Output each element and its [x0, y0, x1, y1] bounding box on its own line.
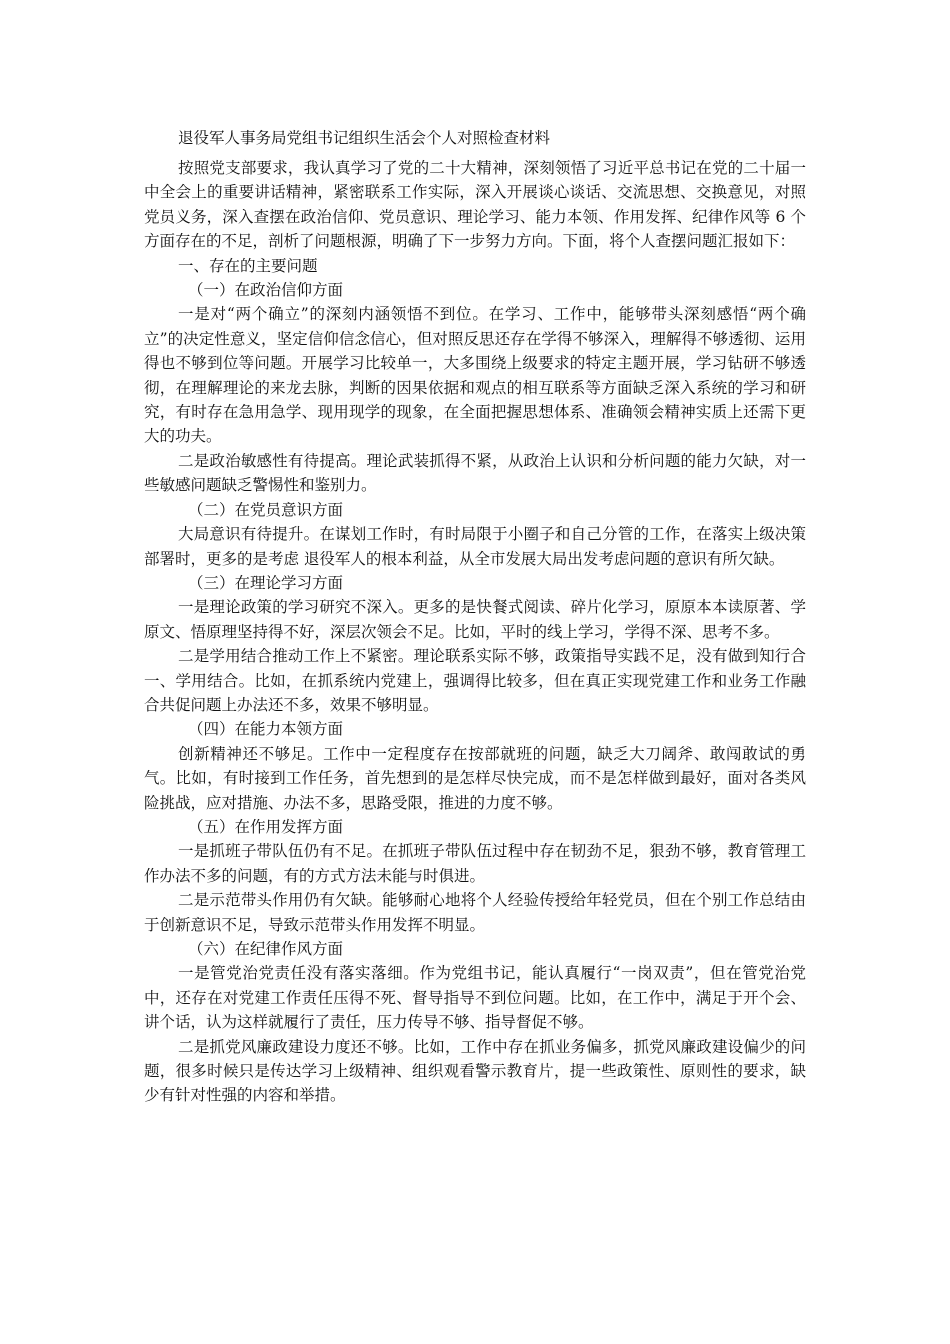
paragraph-political-belief-2: 二是政治敏感性有待提高。理论武装抓得不紧，从政治上认识和分析问题的能力欠缺，对一些敏感问题缺乏警惕性和鉴别力。: [144, 451, 806, 495]
paragraph-theory-study-2: 二是学用结合推动工作上不紧密。理论联系实际不够，政策指导实践不足，没有做到知行合一、学用结合。比如，在抓系统内党建上，强调得比较多，但在真正实现党建工作和业务工作融合共促问题上办法还不多，效果不够明显。: [144, 647, 806, 714]
paragraph-theory-study-1: 一是理论政策的学习研究不深入。更多的是快餐式阅读、碎片化学习，原原本本读原著、学原文、悟原理坚持得不好，深层次领会不足。比如，平时的线上学习，学得不深、思考不多。: [144, 598, 806, 641]
paragraph-party-awareness-1: 大局意识有待提升。在谋划工作时，有时局限于小圈子和自己分管的工作，在落实上级决策部署时，更多的是考虑 退役军人的根本利益，从全市发展大局出发考虑问题的意识有所欠缺。: [144, 525, 806, 568]
paragraph-discipline-2: 二是抓党风廉政建设力度还不够。比如，工作中存在抓业务偏多，抓党风廉政建设偏少的问题，很多时候只是传达学习上级精神、组织观看警示教育片，提一些政策性、原则性的要求，缺少有针对性强的内容和举措。: [144, 1037, 806, 1105]
document-title: 退役军人事务局党组书记组织生活会个人对照检查材料: [178, 129, 551, 147]
subsection-heading-party-awareness: （二）在党员意识方面: [188, 500, 344, 519]
paragraph-role-2: 二是示范带头作用仍有欠缺。能够耐心地将个人经验传授给年轻党员，但在个别工作总结由于创新意识不足，导致示范带头作用发挥不明显。: [144, 891, 806, 934]
subsection-heading-political-belief: （一）在政治信仰方面: [188, 281, 344, 300]
intro-paragraph: 按照党支部要求，我认真学习了党的二十大精神，深刻领悟了习近平总书记在党的二十届一中全会上的重要讲话精神，紧密联系工作实际，深入开展谈心谈话、交流思想、交换意见，对照党员义务，深入查摆在政治信仰、党员意识、理论学习、能力本领、作用发挥、纪律作风等 6 个方面存在的不足，剖析了问题根源，明确了下一步努力方向。下面，将个人查摆问题汇报如下：: [144, 159, 806, 251]
subsection-heading-theory-study: （三）在理论学习方面: [188, 573, 344, 592]
paragraph-ability-1: 创新精神还不够足。工作中一定程度存在按部就班的问题，缺乏大刀阔斧、敢闯敢试的勇气。比如，有时接到工作任务，首先想到的是怎样尽快完成，而不是怎样做到最好，面对各类风险挑战，应对措施、办法不多，思路受限，推进的力度不够。: [144, 744, 806, 812]
paragraph-political-belief-1: 一是对“两个确立”的深刻内涵领悟不到位。在学习、工作中，能够带头深刻感悟“两个确立”的决定性意义，坚定信仰信念信心，但对照反思还存在学得不够深入，理解得不够透彻、运用得也不够到位等问题。开展学习比较单一，大多围绕上级要求的特定主题开展，学习钻研不够透彻，在理解理论的来龙去脉，判断的因果依据和观点的相互联系等方面缺乏深入系统的学习和研究，有时存在急用急学、现用现学的现象，在全面把握思想体系、准确领会精神实质上还需下更大的功夫。: [144, 305, 806, 446]
paragraph-discipline-1: 一是管党治党责任没有落实落细。作为党组书记，能认真履行“一岗双责”，但在管党治党中，还存在对党建工作责任压得不死、督导指导不到位问题。比如，在工作中，满足于开个会、讲个话，认为这样就履行了责任，压力传导不够、指导督促不够。: [144, 964, 806, 1032]
subsection-heading-role: （五）在作用发挥方面: [188, 817, 344, 836]
subsection-heading-discipline: （六）在纪律作风方面: [188, 940, 344, 958]
subsection-heading-ability: （四）在能力本领方面: [188, 720, 344, 739]
section-heading-main-problems: 一、存在的主要问题: [178, 256, 318, 275]
paragraph-role-1: 一是抓班子带队伍仍有不足。在抓班子带队伍过程中存在韧劲不足，狠劲不够，教育管理工作办法不多的问题，有的方式方法未能与时俱进。: [144, 842, 806, 885]
